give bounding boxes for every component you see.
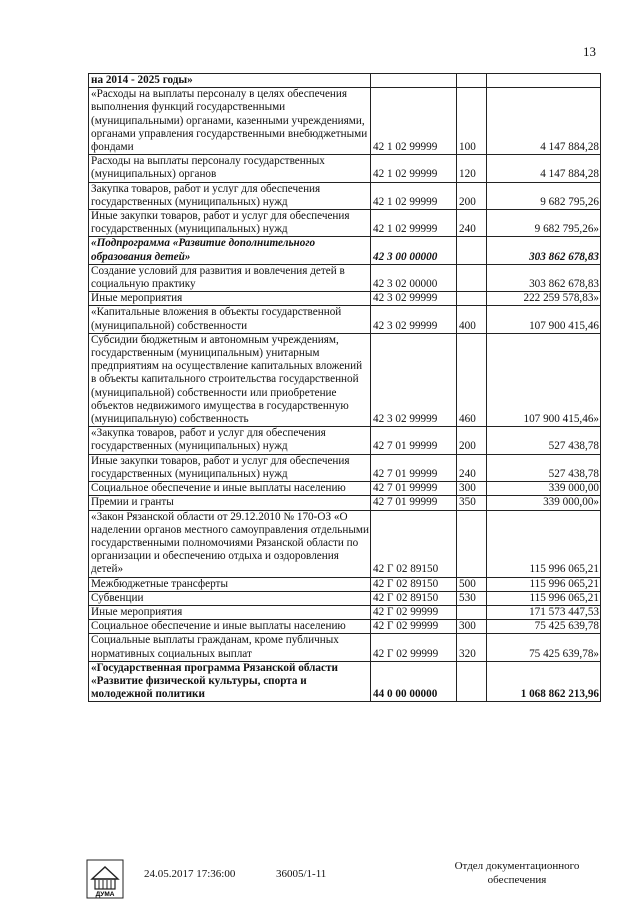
row-type-cell: 240	[457, 210, 487, 237]
table-row	[89, 427, 601, 454]
row-type-cell: 200	[457, 182, 487, 209]
row-type-cell: 200	[457, 427, 487, 454]
row-type-cell: 300	[457, 482, 487, 496]
row-code-cell: 42 3 02 99999	[371, 333, 457, 426]
row-name-cell: Иные мероприятия	[89, 292, 371, 306]
row-code-cell: 42 3 02 99999	[371, 292, 457, 306]
row-amount-cell: 339 000,00»	[487, 496, 601, 510]
row-code-cell: 42 3 02 00000	[371, 264, 457, 291]
row-code-cell: 42 7 01 99999	[371, 454, 457, 481]
row-code-cell: 42 3 00 00000	[371, 237, 457, 264]
row-amount-cell: 527 438,78	[487, 454, 601, 481]
row-name-cell: «Расходы на выплаты персоналу в целях обеспечения выполнения функций государственными (муниципальными) органами, казенными учреждениями, органами управления государственными внебюджетными фондами	[89, 88, 371, 155]
row-amount-cell: 4 147 884,28	[487, 88, 601, 155]
svg-text:ДУМА: ДУМА	[95, 891, 115, 898]
row-name-cell: «Закупка товаров, работ и услуг для обеспечения государственных (муниципальных) нужд	[89, 427, 371, 454]
table-row	[89, 292, 601, 306]
row-name-cell: Субвенции	[89, 591, 371, 605]
row-amount-cell: 9 682 795,26	[487, 182, 601, 209]
row-name-cell: Социальные выплаты гражданам, кроме публичных нормативных социальных выплат	[89, 634, 371, 661]
row-code-cell: 42 1 02 99999	[371, 155, 457, 182]
row-name-cell: Премии и гранты	[89, 496, 371, 510]
table-row	[89, 482, 601, 496]
registration-number: 36005/1-11	[276, 868, 327, 880]
table-row	[89, 306, 601, 333]
row-amount-cell: 4 147 884,28	[487, 155, 601, 182]
row-name-cell: на 2014 - 2025 годы»	[89, 74, 371, 88]
table-row	[89, 454, 601, 481]
row-type-cell: 300	[457, 620, 487, 634]
row-type-cell	[457, 74, 487, 88]
row-amount-cell: 1 068 862 213,96	[487, 661, 601, 702]
row-amount-cell: 107 900 415,46	[487, 306, 601, 333]
row-code-cell: 42 Г 02 89150	[371, 591, 457, 605]
registration-date: 24.05.2017 17:36:00	[144, 868, 236, 880]
row-code-cell	[371, 74, 457, 88]
row-code-cell: 44 0 00 00000	[371, 661, 457, 702]
row-code-cell: 42 7 01 99999	[371, 427, 457, 454]
row-code-cell: 42 1 02 99999	[371, 210, 457, 237]
row-amount-cell: 171 573 447,53	[487, 605, 601, 619]
row-type-cell	[457, 605, 487, 619]
row-amount-cell: 115 996 065,21	[487, 591, 601, 605]
row-amount-cell: 303 862 678,83	[487, 264, 601, 291]
row-amount-cell: 107 900 415,46»	[487, 333, 601, 426]
budget-table-body	[89, 74, 601, 702]
row-name-cell: Субсидии бюджетным и автономным учреждениям, государственным (муниципальным) унитарным предприятиям на осуществление капитальных вложений в объекты капитального строительства государственной (муниципальной) собственности или приобретение объектов недвижимого имущества в государственную (муниципальную) собственность	[89, 333, 371, 426]
row-amount-cell: 339 000,00	[487, 482, 601, 496]
table-row	[89, 74, 601, 88]
row-name-cell: Социальное обеспечение и иные выплаты населению	[89, 482, 371, 496]
row-code-cell: 42 Г 02 89150	[371, 510, 457, 577]
row-type-cell	[457, 237, 487, 264]
row-name-cell: Расходы на выплаты персоналу государственных (муниципальных) органов	[89, 155, 371, 182]
row-type-cell: 400	[457, 306, 487, 333]
table-row	[89, 510, 601, 577]
row-code-cell: 42 1 02 99999	[371, 182, 457, 209]
table-row	[89, 591, 601, 605]
row-code-cell: 42 7 01 99999	[371, 482, 457, 496]
row-name-cell: «Капитальные вложения в объекты государственной (муниципальной) собственности	[89, 306, 371, 333]
row-type-cell: 530	[457, 591, 487, 605]
row-code-cell: 42 Г 02 99999	[371, 605, 457, 619]
row-type-cell	[457, 264, 487, 291]
row-amount-cell: 75 425 639,78	[487, 620, 601, 634]
row-code-cell: 42 Г 02 89150	[371, 577, 457, 591]
row-amount-cell: 75 425 639,78»	[487, 634, 601, 661]
table-row	[89, 661, 601, 702]
row-amount-cell: 303 862 678,83	[487, 237, 601, 264]
table-row	[89, 333, 601, 426]
row-name-cell: Иные закупки товаров, работ и услуг для обеспечения государственных (муниципальных) нужд	[89, 454, 371, 481]
row-name-cell: Закупка товаров, работ и услуг для обеспечения государственных (муниципальных) нужд	[89, 182, 371, 209]
budget-table	[88, 73, 601, 702]
row-name-cell: «Подпрограмма «Развитие дополнительного образования детей»	[89, 237, 371, 264]
row-code-cell: 42 7 01 99999	[371, 496, 457, 510]
page-number: 13	[583, 44, 596, 59]
row-code-cell: 42 Г 02 99999	[371, 620, 457, 634]
row-name-cell: Межбюджетные трансферты	[89, 577, 371, 591]
table-row	[89, 182, 601, 209]
row-name-cell: «Государственная программа Рязанской области «Развитие физической культуры, спорта и молодежной политики	[89, 661, 371, 702]
row-type-cell: 350	[457, 496, 487, 510]
row-type-cell: 320	[457, 634, 487, 661]
row-code-cell: 42 Г 02 99999	[371, 634, 457, 661]
department-stamp: Отдел документационного обеспечения	[454, 860, 580, 886]
row-amount-cell: 9 682 795,26»	[487, 210, 601, 237]
table-row	[89, 264, 601, 291]
table-row	[89, 155, 601, 182]
row-name-cell: Социальное обеспечение и иные выплаты населению	[89, 620, 371, 634]
row-type-cell	[457, 661, 487, 702]
table-row	[89, 496, 601, 510]
row-amount-cell: 115 996 065,21	[487, 577, 601, 591]
row-name-cell: Создание условий для развития и вовлечения детей в социальную практику	[89, 264, 371, 291]
row-type-cell: 120	[457, 155, 487, 182]
table-row	[89, 577, 601, 591]
row-name-cell: «Закон Рязанской области от 29.12.2010 № 170-ОЗ «О наделении органов местного самоуправления отдельными государственными полномочиями Рязанской области по организации и обеспечению отдыха и оздоровления детей»	[89, 510, 371, 577]
row-type-cell	[457, 292, 487, 306]
row-name-cell: Иные мероприятия	[89, 605, 371, 619]
row-type-cell	[457, 510, 487, 577]
table-row	[89, 605, 601, 619]
row-type-cell: 500	[457, 577, 487, 591]
page-footer	[0, 855, 640, 905]
row-name-cell: Иные закупки товаров, работ и услуг для обеспечения государственных (муниципальных) нужд	[89, 210, 371, 237]
table-row	[89, 237, 601, 264]
row-type-cell: 460	[457, 333, 487, 426]
table-row	[89, 210, 601, 237]
row-amount-cell	[487, 74, 601, 88]
row-code-cell: 42 1 02 99999	[371, 88, 457, 155]
table-row	[89, 620, 601, 634]
row-amount-cell: 115 996 065,21	[487, 510, 601, 577]
row-code-cell: 42 3 02 99999	[371, 306, 457, 333]
duma-logo	[86, 859, 124, 899]
table-row	[89, 634, 601, 661]
row-type-cell: 100	[457, 88, 487, 155]
row-amount-cell: 527 438,78	[487, 427, 601, 454]
row-type-cell: 240	[457, 454, 487, 481]
row-amount-cell: 222 259 578,83»	[487, 292, 601, 306]
table-row	[89, 88, 601, 155]
